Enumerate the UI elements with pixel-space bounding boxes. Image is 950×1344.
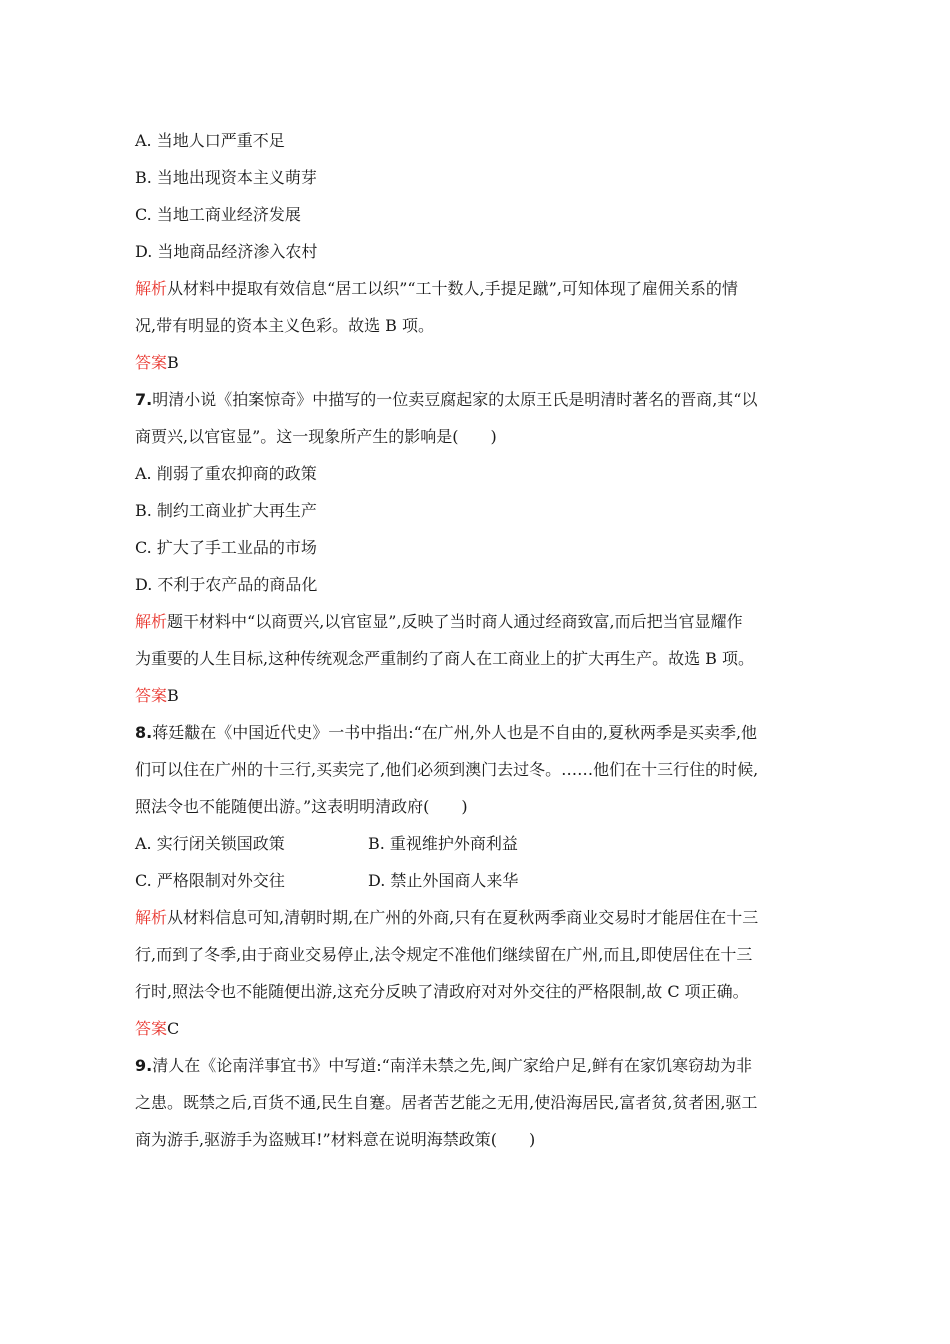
option-a: A. 削弱了重农抑商的政策 [135,464,317,483]
option-a: A. 当地人口严重不足 [135,131,285,150]
stem-text: 之患。既禁之后,百货不通,民生自蹇。居者苦艺能之无用,使沿海居民,富者贫,贫者困,驱工 [135,1093,758,1112]
answer-value: B [167,686,179,705]
question-6 [135,122,815,381]
answer [135,1010,815,1047]
question-7 [135,381,815,714]
answer-label: 答案 [135,353,168,372]
stem-text: 照法令也不能随便出游。”这表明明清政府( ) [135,797,468,816]
stem-text: 明清小说《拍案惊奇》中描写的一位卖豆腐起家的太原王氏是明清时著名的晋商,其“以 [152,390,758,409]
option-b: B. 制约工商业扩大再生产 [135,501,317,520]
option-b: B. 当地出现资本主义萌芽 [135,168,317,187]
option-c: C. 当地工商业经济发展 [135,205,301,224]
analysis-label: 解析 [135,612,168,631]
document-page [135,122,815,1158]
answer [135,344,815,381]
analysis-text: 题干材料中“以商贾兴,以官宦显”,反映了当时商人通过经商致富,而后把当官显耀作 [167,612,743,631]
analysis-text: 为重要的人生目标,这种传统观念严重制约了商人在工商业上的扩大再生产。故选 B 项。 [135,649,755,668]
stem-text: 商贾兴,以官宦显”。这一现象所产生的影响是( ) [135,427,497,446]
option-c: C. 严格限制对外交往 [135,871,285,890]
stem-text: 们可以住在广州的十三行,买卖完了,他们必须到澳门去过冬。……他们在十三行住的时候, [135,760,759,779]
question-stem [135,714,815,825]
question-stem [135,381,815,455]
analysis [135,899,815,1010]
option-a: A. 实行闭关锁国政策 [135,834,285,853]
options-row-2 [135,862,815,899]
stem-text: 蒋廷黻在《中国近代史》一书中指出:“在广州,外人也是不自由的,夏秋两季是买卖季,他 [152,723,758,742]
options-row-1 [135,825,815,862]
option-c: C. 扩大了手工业品的市场 [135,538,317,557]
question-9 [135,1047,815,1158]
stem-text: 清人在《论南洋事宜书》中写道:“南洋未禁之先,闽广家给户足,鲜有在家饥寒窃劫为非 [152,1056,752,1075]
stem-text: 商为游手,驱游手为盗贼耳!”材料意在说明海禁政策( ) [135,1130,536,1149]
answer-value: B [167,353,179,372]
option-d: D. 当地商品经济渗入农村 [135,242,318,261]
answer-value: C [167,1019,180,1038]
question-number: 8. [135,723,153,742]
option-d: D. 不利于农产品的商品化 [135,575,318,594]
analysis-text: 况,带有明显的资本主义色彩。故选 B 项。 [135,316,435,335]
analysis-text: 从材料信息可知,清朝时期,在广州的外商,只有在夏秋两季商业交易时才能居住在十三 [167,908,759,927]
analysis-text: 行时,照法令也不能随便出游,这充分反映了清政府对对外交往的严格限制,故 C 项正确。 [135,982,749,1001]
analysis-text: 从材料中提取有效信息“居工以织”“工十数人,手提足蹴”,可知体现了雇佣关系的情 [167,279,738,298]
question-number: 7. [135,390,153,409]
analysis [135,270,815,344]
question-stem [135,1047,815,1158]
analysis-label: 解析 [135,279,168,298]
analysis-text: 行,而到了冬季,由于商业交易停止,法令规定不准他们继续留在广州,而且,即使居住在十三 [135,945,753,964]
answer [135,677,815,714]
option-b: B. 重视维护外商利益 [368,834,518,853]
analysis [135,603,815,677]
question-8 [135,714,815,1047]
answer-label: 答案 [135,686,168,705]
question-number: 9. [135,1056,153,1075]
analysis-label: 解析 [135,908,168,927]
option-d: D. 禁止外国商人来华 [368,871,519,890]
answer-label: 答案 [135,1019,168,1038]
